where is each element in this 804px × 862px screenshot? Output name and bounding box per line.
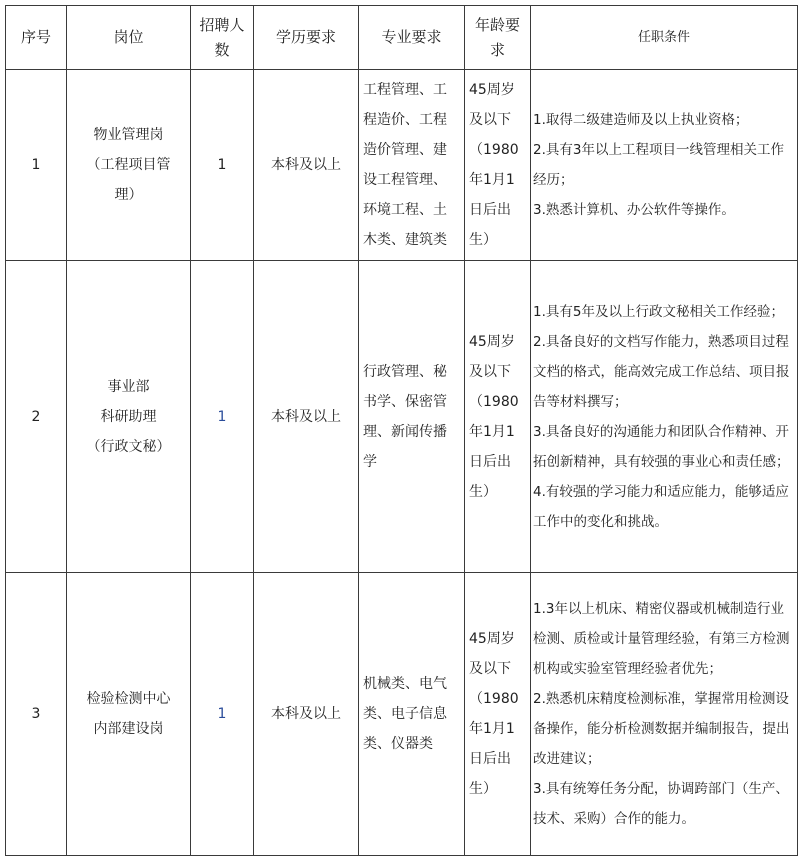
requirement-item: 3.具备良好的沟通能力和团队合作精神、开拓创新精神，具有较强的事业心和责任感； [533,423,790,470]
header-position: 岗位 [67,6,191,70]
row-requirements [531,261,798,573]
requirement-item: 1.3年以上机床、精密仪器或机械制造行业检测、质检或计量管理经验，有第三方检测机构或实验室管理经验者优先； [533,601,790,677]
position-line: 事业部 [107,378,150,395]
position-line: 检验检测中心 [86,691,171,707]
header-index: 序号 [6,6,67,70]
recruitment-table [5,5,798,856]
requirement-item: 1.具有5年及以上行政文秘相关工作经验； [533,303,784,320]
position-line: 科研助理 [100,408,157,425]
row-education: 本科及以上 [254,70,359,261]
requirement-item: 3.熟悉计算机、办公软件等操作。 [533,202,735,218]
row-headcount: 1 [191,261,254,573]
row-age: 45周岁及以下（1980年1月1日后出生） [465,70,531,261]
row-requirements [531,573,798,856]
table-row [6,573,798,856]
requirement-item: 4.有较强的学习能力和适应能力，能够适应工作中的变化和挑战。 [533,483,789,530]
position-line: 理） [114,187,143,203]
header-row [6,6,798,70]
row-index: 2 [6,261,67,573]
row-age: 45周岁及以下（1980年1月1日后出生） [465,261,531,573]
position-line: 物业管理岗 [93,127,164,143]
header-major: 专业要求 [359,6,465,70]
row-headcount: 1 [191,70,254,261]
header-headcount: 招聘人数 [191,6,254,70]
position-line: （工程项目管 [86,157,171,173]
row-position [67,573,191,856]
row-position [67,261,191,573]
row-major: 行政管理、秘书学、保密管理、新闻传播学 [359,261,465,573]
requirement-item: 3.具有统筹任务分配，协调跨部门（生产、技术、采购）合作的能力。 [533,781,789,827]
row-education: 本科及以上 [254,573,359,856]
requirement-item: 2.具备良好的文档写作能力，熟悉项目过程文档的格式，能高效完成工作总结、项目报告等材料撰写； [533,333,790,410]
requirement-item: 2.具有3年以上工程项目一线管理相关工作经历； [533,142,784,188]
table-row [6,261,798,573]
row-age: 45周岁及以下（1980年1月1日后出生） [465,573,531,856]
header-age: 年龄要求 [465,6,531,70]
table-row [6,70,798,261]
requirement-item: 1.取得二级建造师及以上执业资格； [533,112,749,128]
row-major: 工程管理、工程造价、工程造价管理、建设工程管理、环境工程、土木类、建筑类 [359,70,465,261]
position-line: （行政文秘） [86,438,171,455]
position-line: 内部建设岗 [93,721,164,737]
header-requirements: 任职条件 [531,6,798,70]
requirement-item: 2.熟悉机床精度检测标准，掌握常用检测设备操作，能分析检测数据并编制报告，提出改进建议； [533,691,790,767]
row-position [67,70,191,261]
row-education: 本科及以上 [254,261,359,573]
row-headcount: 1 [191,573,254,856]
header-education: 学历要求 [254,6,359,70]
row-requirements [531,70,798,261]
row-major: 机械类、电气类、电子信息类、仪器类 [359,573,465,856]
row-index: 3 [6,573,67,856]
row-index: 1 [6,70,67,261]
